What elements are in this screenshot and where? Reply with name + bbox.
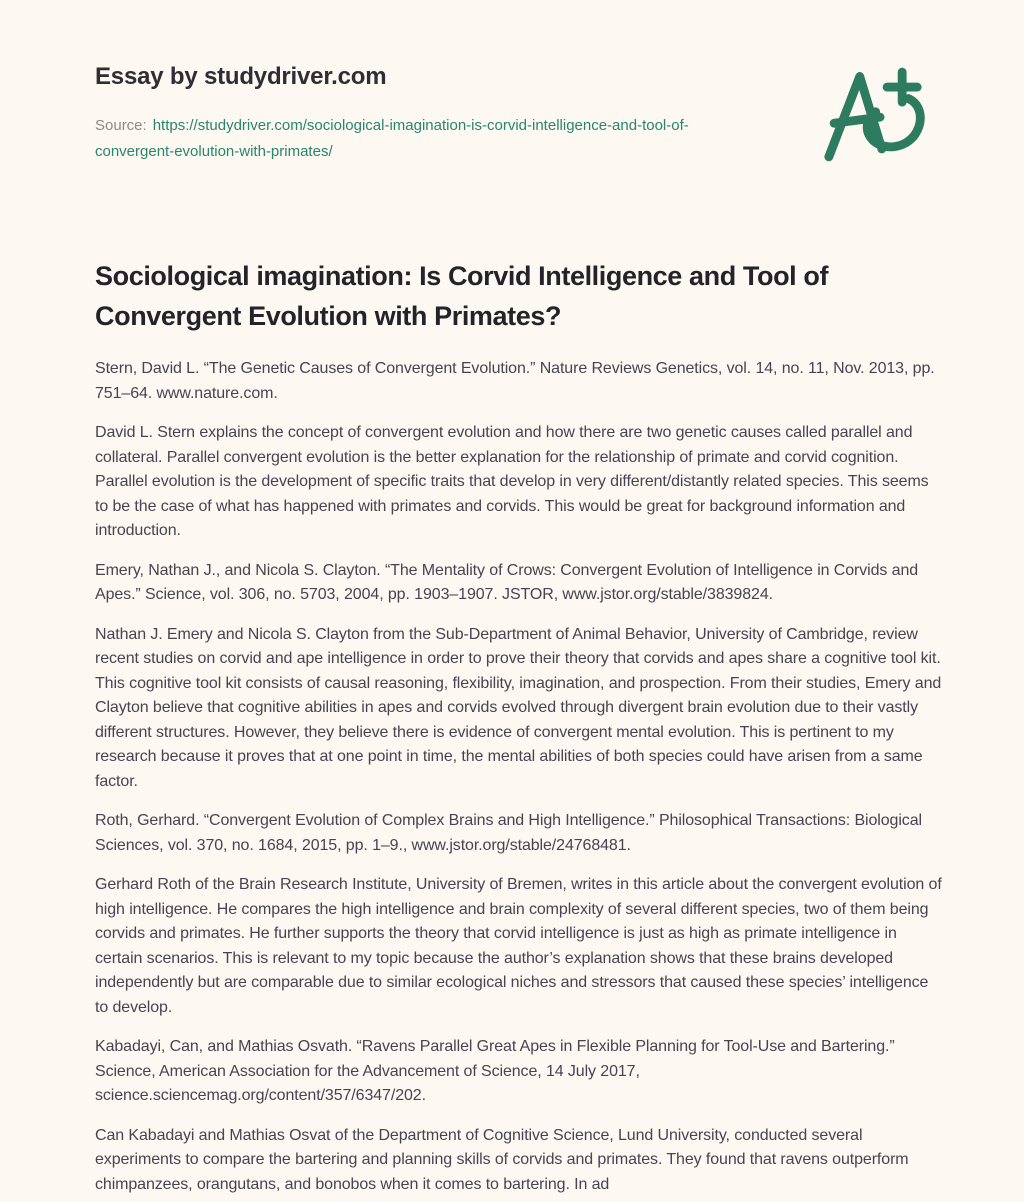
essay-paragraph: Nathan J. Emery and Nicola S. Clayton from the Sub-Department of Animal Behavior, University of Cambridge, review recent studies on corvid and ape intelligence in order to prove their theory that corvids and apes share a cognitive tool kit. This cognitive tool kit consists of causal reasoning, flexibility, imagination, and prospection. From their studies, Emery and Clayton believe that cognitive abilities in apes and corvids evolved through divergent brain evolution due to their vastly different structures. However, they believe there is evidence of convergent mental evolution. This is pertinent to my research because it proves that at one point in time, the mental abilities of both species could have arisen from a same factor. — [95, 625, 942, 790]
essay-body — [95, 357, 942, 1197]
essay-paragraph: Roth, Gerhard. “Convergent Evolution of Complex Brains and High Intelligence.” Philosophical Transactions: Biological Sciences, vol. 370, no. 1684, 2015, pp. 1–9., www.jstor.org/stable/24768481. — [95, 812, 922, 854]
source-line — [95, 113, 763, 165]
source-link[interactable]: https://studydriver.com/sociological-imagination-is-corvid-intelligence-and-tool-of-convergent-evolution-with-primates/ — [95, 117, 689, 160]
essay-paragraph: Stern, David L. “The Genetic Causes of Convergent Evolution.” Nature Reviews Genetics, vol. 14, no. 11, Nov. 2013, pp. 751–64. www.nature.com. — [95, 360, 935, 402]
essay-paragraph: Emery, Nathan J., and Nicola S. Clayton. “The Mentality of Crows: Convergent Evolution of Intelligence in Corvids and Apes.” Science, vol. 306, no. 5703, 2004, pp. 1903–1907. JSTOR, www.jstor.org/stable/3839824. — [95, 561, 919, 603]
essay-paragraph: David L. Stern explains the concept of convergent evolution and how there are two genetic causes called parallel and collateral. Parallel convergent evolution is the better explanation for the relationship of primate and corvid cognition. Parallel evolution is the development of specific traits that develop in very different/distantly related species. This seems to be the case of what has happened with primates and corvids. This would be great for background information and introduction. — [95, 424, 929, 539]
page-title: Essay by studydriver.com — [95, 63, 387, 90]
essay-paragraph: Can Kabadayi and Mathias Osvat of the Department of Cognitive Science, Lund University, conducted several experiments to compare the bartering and planning skills of corvids and primates. They found that ravens outperform chimpanzees, orangutans, and bonobos when it comes to bartering. In ad — [95, 1126, 909, 1193]
essay-paragraph: Kabadayi, Can, and Mathias Osvath. “Ravens Parallel Great Apes in Flexible Planning for Tool-Use and Bartering.” Science, American Association for the Advancement of Science, 14 July 2017, science.sciencemag.org/content/357/6347/202. — [95, 1038, 895, 1104]
essay-paragraph: Gerhard Roth of the Brain Research Institute, University of Bremen, writes in this article about the convergent evolution of high intelligence. He compares the high intelligence and brain complexity of several different species, two of them being corvids and primates. He further supports the theory that corvid intelligence is just as high as primate intelligence in certain scenarios. This is relevant to my topic because the author’s explanation shows that these brains developed independently but are comparable due to similar ecological niches and stressors that caused these species’ intelligence to develop. — [95, 876, 942, 1016]
a-plus-logo-icon — [820, 60, 926, 176]
essay-title: Sociological imagination: Is Corvid Intelligence and Tool of Convergent Evolution with Primates? — [95, 261, 829, 331]
source-label: Source: — [95, 117, 147, 134]
